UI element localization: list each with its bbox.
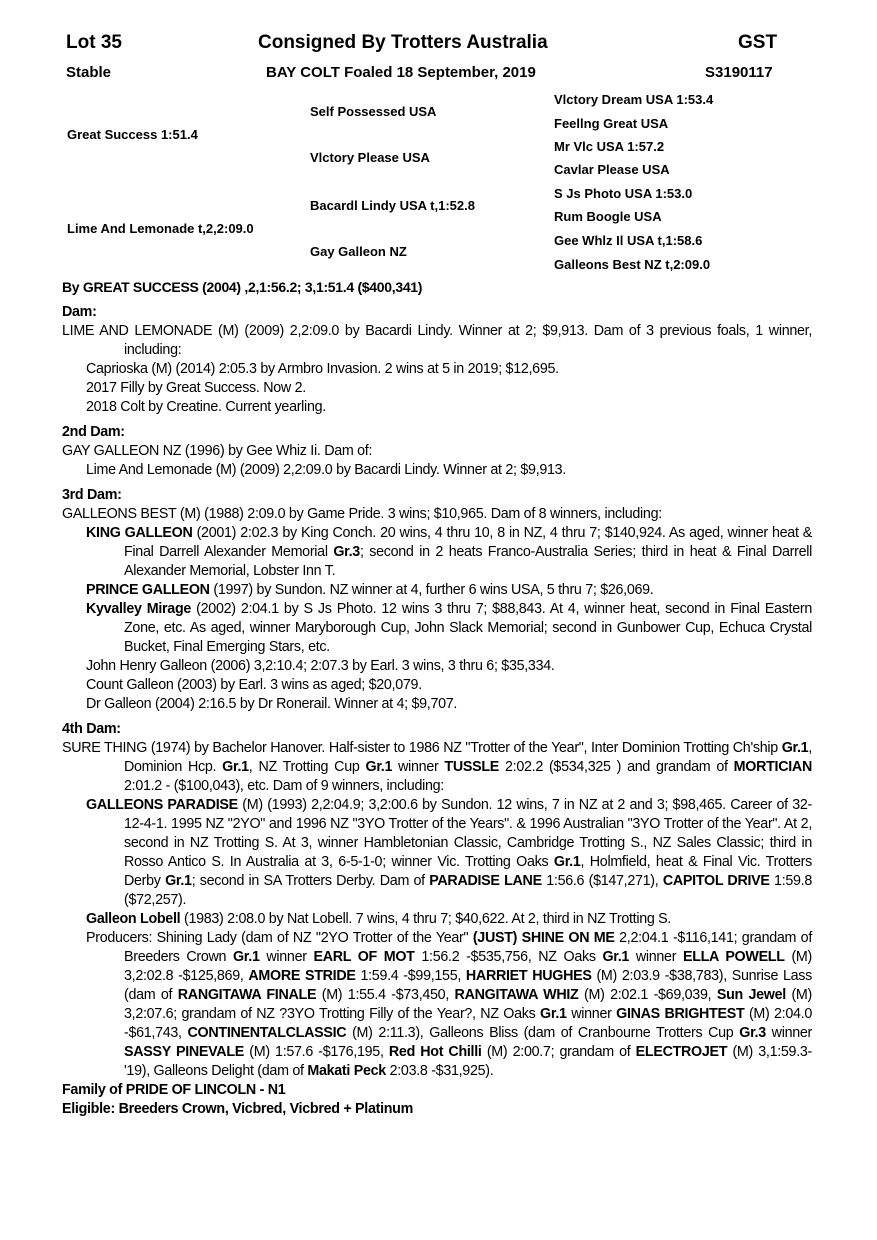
grade-label: Gr.1 [165, 873, 192, 889]
dam4-text: winner [392, 759, 445, 775]
progeny-text: (1983) 2:08.0 by Nat Lobell. 7 wins, 4 thru 7; $40,622. At 2, third in NZ Trotting S. [180, 911, 672, 927]
progeny-text: ; second in 2 heats Franco-Australia Series; third in heat & Final Darrell Alexander Memorial, Lobster Inn T. [124, 544, 812, 579]
horse-name: RANGITAWA WHIZ [454, 987, 579, 1003]
progeny-item: John Henry Galleon (2006) 3,2:10.4; 2:07.3 by Earl. 3 wins, 3 thru 6; $35,334. [86, 658, 555, 674]
dam3-title: 3rd Dam: [62, 487, 122, 503]
dam4-main [62, 739, 812, 796]
progeny-text: ; second in SA Trotters Derby. Dam of [191, 873, 430, 889]
progeny-text: 1:56.6 ($147,271), [541, 873, 663, 889]
horse-name: Sun Jewel [716, 987, 786, 1003]
horse-name: ELECTROJET [635, 1044, 728, 1060]
pedigree-dam-sire: Bacardl Lindy USA t,1:52.8 [310, 198, 475, 213]
producers-text: (M) 2:00.7; grandam of [481, 1044, 636, 1060]
horse-name: ELLA POWELL [682, 949, 785, 965]
dam-main: LIME AND LEMONADE (M) (2009) 2,2:09.0 by Bacardi Lindy. Winner at 2; $9,913. Dam of 3 previous foals, 1 winner, including: [62, 323, 812, 358]
pedigree-gen3: Feellng Great USA [554, 116, 669, 131]
horse-name: CAPITOL DRIVE [662, 873, 770, 889]
producers-text: (M) 1:57.6 -$176,195, [244, 1044, 389, 1060]
pedigree-sire-sire: Self Possessed USA [310, 104, 437, 119]
dam4-text: , NZ Trotting Cup [248, 759, 366, 775]
pedigree-gen3: Gee Whlz Il USA t,1:58.6 [554, 233, 703, 248]
eligibility-line: Eligible: Breeders Crown, Vicbred, Vicbred + Platinum [62, 1101, 414, 1117]
progeny-text: , Holmfield, heat & Final Vic. Trotters Derby [124, 854, 812, 889]
producers-text: winner [566, 1006, 617, 1022]
progeny-item: Caprioska (M) (2014) 2:05.3 by Armbro Invasion. 2 wins at 5 in 2019; $12,695. [86, 361, 559, 377]
horse-name: MORTICIAN [733, 759, 812, 775]
progeny-text: (2001) 2:02.3 by King Conch. 20 wins, 4 thru 10, 8 in NZ, 4 thru 7; $140,924. As aged, winner heat & Final Darrell Alexander Memorial [124, 525, 812, 560]
horse-name: TUSSLE [444, 759, 500, 775]
pedigree-dam: Lime And Lemonade t,2,2:09.0 [67, 221, 254, 236]
progeny-text: (1997) by Sundon. NZ winner at 4, further 6 wins USA, 5 thru 7; $26,069. [209, 582, 654, 598]
producers-text: winner [259, 949, 314, 965]
horse-name: PRINCE GALLEON [86, 582, 210, 598]
progeny-item: 2017 Filly by Great Success. Now 2. [86, 380, 306, 396]
horse-name: SASSY PINEVALE [124, 1044, 245, 1060]
producers-text: (M) 2:04.0 -$61,743, [124, 1006, 812, 1041]
progeny-item [62, 600, 812, 657]
producers-text: winner [629, 949, 683, 965]
producers-text: 1:59.4 -$99,155, [355, 968, 466, 984]
progeny-text: (2002) 2:04.1 by S Js Photo. 12 wins 3 thru 7; $88,843. At 4, winner heat, second in Final Eastern Zone, etc. As aged, winner Maryborough Cup, John Slack Memorial; second in Gunbower Cup, Echuca Crystal Bucket, Final Emerging Stars, etc. [124, 601, 812, 655]
progeny-item: Lime And Lemonade (M) (2009) 2,2:09.0 by Bacardi Lindy. Winner at 2; $9,913. [86, 462, 567, 478]
producers-text: (M) 2:11.3), Galleons Bliss (dam of Cranbourne Trotters Cup [346, 1025, 740, 1041]
dam4-title: 4th Dam: [62, 721, 121, 737]
producers-text: winner [765, 1025, 813, 1041]
consignor: Consigned By Trotters Australia [258, 32, 548, 53]
progeny-text: 1:59.8 ($72,257). [124, 873, 813, 908]
progeny-item [62, 581, 812, 600]
grade-label: Gr.1 [222, 759, 249, 775]
horse-name: PARADISE LANE [429, 873, 542, 889]
producers-text: (M) 2:02.1 -$69,039, [578, 987, 717, 1003]
progeny-text: (M) (1993) 2,2:04.9; 3,2:00.6 by Sundon. 12 wins, 7 in NZ at 2 and 3; $98,465. Career of 32-12-4-1. 1995 NZ "2YO" and 1996 NZ "3YO Trotter of the Years". & 1996 Australian "3YO Trotter of the Year". At 2, second in NZ Trotting S. At 3, winner Hambletonian Classic, Cambridge Trotting S., NZ Sales Classic; third in Rosso Antico S. In Australia at 3, 6-5-1-0; winner Vic. Trotting Oaks [124, 797, 812, 870]
dam4-text: , Dominion Hcp. [124, 740, 812, 775]
horse-id: S3190117 [705, 64, 773, 81]
dam-title: Dam: [62, 304, 97, 320]
producers-text: (M) 3,2:02.8 -$125,869, [124, 949, 812, 984]
gst-label: GST [738, 32, 778, 53]
grade-label: Gr.1 [553, 854, 581, 870]
horse-name: CONTINENTALCLASSIC [187, 1025, 347, 1041]
horse-name: Red Hot Chilli [388, 1044, 482, 1060]
location: Stable [66, 64, 112, 81]
pedigree-gen3: Galleons Best NZ t,2:09.0 [554, 257, 711, 272]
producers-text: Producers: Shining Lady (dam of NZ "2YO Trotter of the Year" [86, 930, 473, 946]
pedigree-gen3: Mr Vlc USA 1:57.2 [554, 139, 665, 154]
horse-name: GALLEONS PARADISE [86, 797, 238, 813]
dam2-title: 2nd Dam: [62, 424, 125, 440]
horse-name: Makati Peck [307, 1063, 386, 1079]
horse-name: KING GALLEON [86, 525, 193, 541]
horse-name: EARL OF MOT [313, 949, 415, 965]
dam4-section [62, 720, 812, 1081]
horse-name: HARRIET HUGHES [465, 968, 592, 984]
dam4-text: 2:02.2 ($534,325 ) and grandam of [499, 759, 734, 775]
horse-name: (JUST) SHINE ON ME [472, 930, 615, 946]
progeny-item: 2018 Colt by Creatine. Current yearling. [86, 399, 326, 415]
progeny-item: Dr Galleon (2004) 2:16.5 by Dr Ronerail. Winner at 4; $9,707. [86, 696, 458, 712]
sire-line: By GREAT SUCCESS (2004) ,2,1:56.2; 3,1:51.4 ($400,341) [62, 279, 423, 295]
grade-label: Gr.1 [365, 759, 393, 775]
lot-number: Lot 35 [66, 32, 122, 53]
horse-description: BAY COLT Foaled 18 September, 2019 [266, 64, 536, 81]
grade-label: Gr.3 [333, 544, 360, 560]
producers-text: (M) 2:03.9 -$38,783), Sunrise Lass (dam of [124, 968, 812, 1003]
family-line: Family of PRIDE OF LINCOLN - N1 [62, 1082, 286, 1098]
producers-text: 2:03.8 -$31,925). [385, 1063, 494, 1079]
catalogue-body [62, 278, 812, 1119]
pedigree-gen3: Vlctory Dream USA 1:53.4 [554, 92, 714, 107]
pedigree-gen3: Rum Boogle USA [554, 209, 662, 224]
progeny-item: Count Galleon (2003) by Earl. 3 wins as aged; $20,079. [86, 677, 422, 693]
grade-label: Gr.1 [540, 1006, 567, 1022]
pedigree-gen3: S Js Photo USA 1:53.0 [554, 186, 693, 201]
horse-name: Kyvalley Mirage [86, 601, 192, 617]
pedigree-sire: Great Success 1:51.4 [67, 127, 198, 142]
horse-name: AMORE STRIDE [248, 968, 356, 984]
horse-name: Galleon Lobell [86, 911, 181, 927]
producers-text: 1:56.2 -$535,756, NZ Oaks [414, 949, 603, 965]
producers-text: 2,2:04.1 -$116,141; grandam of Breeders Crown [124, 930, 812, 965]
dam2-main: GAY GALLEON NZ (1996) by Gee Whiz Ii. Dam of: [62, 443, 373, 459]
dam-section [62, 303, 812, 417]
pedigree-dam-dam: Gay Galleon NZ [310, 244, 407, 259]
progeny-item [62, 524, 812, 581]
horse-name: GINAS BRIGHTEST [616, 1006, 745, 1022]
dam4-text: 2:01.2 - ($100,043), etc. Dam of 9 winners, including: [124, 778, 444, 794]
grade-label: Gr.1 [781, 740, 809, 756]
dam2-section [62, 423, 812, 480]
progeny-item [62, 910, 812, 929]
pedigree-gen3: Cavlar Please USA [554, 162, 670, 177]
dam3-section [62, 486, 812, 714]
horse-name: RANGITAWA FINALE [177, 987, 317, 1003]
producers-text: (M) 1:55.4 -$73,450, [316, 987, 455, 1003]
progeny-item [62, 796, 812, 910]
producers-item [62, 929, 812, 1081]
grade-label: Gr.1 [232, 949, 260, 965]
pedigree-sire-dam: Vlctory Please USA [310, 150, 430, 165]
grade-label: Gr.1 [602, 949, 630, 965]
dam4-text: SURE THING (1974) by Bachelor Hanover. Half-sister to 1986 NZ "Trotter of the Year", Inter Dominion Trotting Ch'ship [62, 740, 782, 756]
dam3-main: GALLEONS BEST (M) (1988) 2:09.0 by Game Pride. 3 wins; $10,965. Dam of 8 winners, including: [62, 506, 662, 522]
producers-text: (M) 3,2:07.6; grandam of NZ ?3YO Trotting Filly of the Year?, NZ Oaks [124, 987, 812, 1022]
producers-text: (M) 3,1:59.3-'19), Galleons Delight (dam of [124, 1044, 812, 1079]
grade-label: Gr.3 [739, 1025, 766, 1041]
